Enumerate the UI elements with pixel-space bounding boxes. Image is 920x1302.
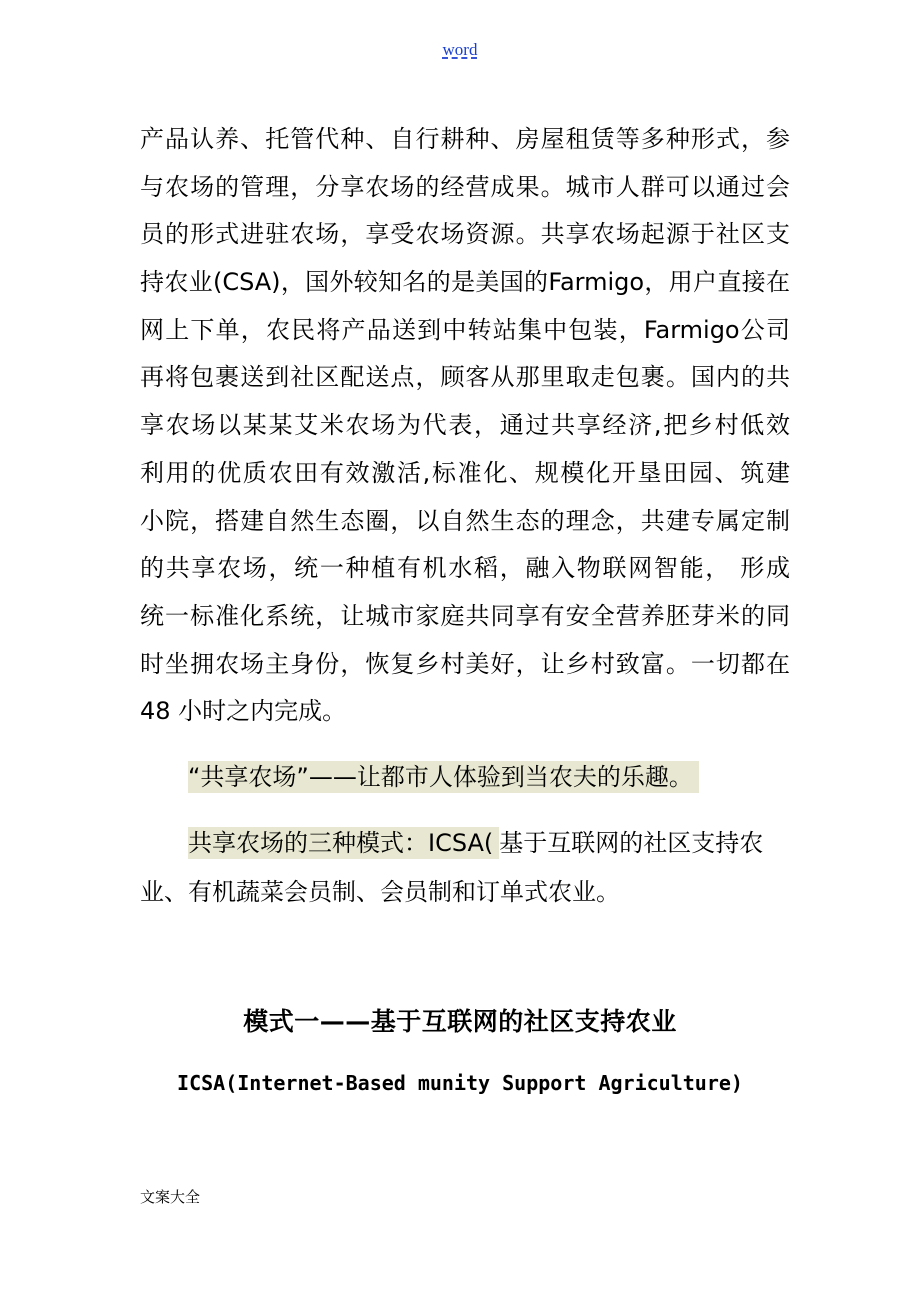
paragraph-line: 产品认养、托管代种、自行耕种、房屋租赁等多种形式，参 bbox=[140, 125, 790, 153]
paragraph-line: 统一标准化系统，让城市家庭共同享有安全营养胚芽米的同 bbox=[140, 601, 790, 630]
slogan-line bbox=[188, 760, 699, 794]
slogan-highlight: “共享农场”——让都市人体验到当农夫的乐趣。 bbox=[188, 761, 699, 793]
paragraph-line: 48 小时之内完成。 bbox=[140, 697, 347, 726]
modes-line-1 bbox=[188, 826, 763, 860]
modes-line-2: 业、有机蔬菜会员制、会员制和订单式农业。 bbox=[140, 878, 620, 906]
paragraph-line: 再将包裹送到社区配送点，顾客从那里取走包裹。国内的共 bbox=[140, 363, 790, 392]
section-title: 模式一——基于互联网的社区支持农业 bbox=[243, 1007, 677, 1036]
paragraph-line: 利用的优质农田有效激活,标准化、规模化开垦田园、筑建 bbox=[140, 458, 790, 487]
paragraph-line: 享农场以某某艾米农场为代表，通过共享经济,把乡村低效 bbox=[140, 411, 790, 440]
paragraph-line: 的共享农场，统一种植有机水稻，融入物联网智能， 形成 bbox=[140, 554, 790, 583]
paragraph-line: 小院，搭建自然生态圈，以自然生态的理念，共建专属定制 bbox=[140, 506, 790, 535]
paragraph-line: 网上下单，农民将产品送到中转站集中包装，Farmigo公司 bbox=[140, 315, 790, 344]
paragraph-line: 持农业(CSA)，国外较知名的是美国的Farmigo，用户直接在 bbox=[140, 268, 790, 297]
paragraph-line: 与农场的管理，分享农场的经营成果。城市人群可以通过会 bbox=[140, 172, 790, 201]
body-paragraph bbox=[140, 116, 790, 736]
section-subtitle: ICSA(Internet-Based munity Support Agriculture) bbox=[177, 1071, 743, 1095]
paragraph-line: 员的形式进驻农场，享受农场资源。共享农场起源于社区支 bbox=[140, 220, 790, 249]
modes-text: 基于互联网的社区支持农 bbox=[499, 829, 764, 857]
header-word-link[interactable]: word bbox=[442, 40, 478, 59]
page-footer: 文案大全 bbox=[140, 1188, 201, 1206]
paragraph-line: 时坐拥农场主身份，恢复乡村美好，让乡村致富。一切都在 bbox=[140, 649, 790, 678]
modes-highlight: 共享农场的三种模式：ICSA( bbox=[188, 827, 499, 859]
